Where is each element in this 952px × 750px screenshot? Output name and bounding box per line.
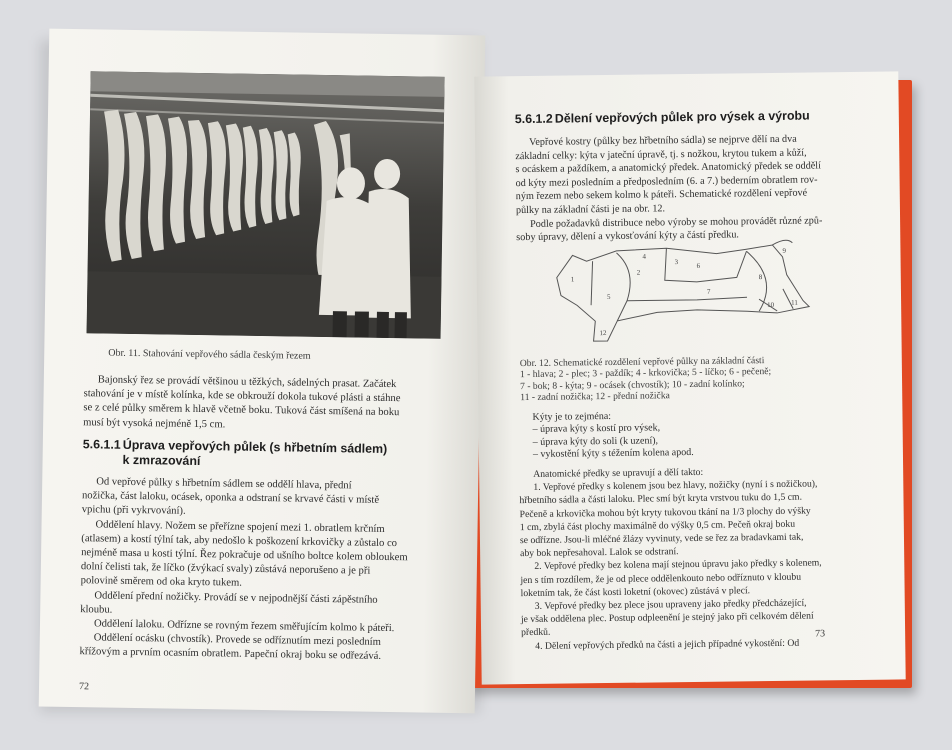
diagram-label: 4 xyxy=(642,252,647,261)
caption-line: 11 - zadní nožička; 12 - přední nožička xyxy=(520,390,670,404)
left-body-paragraph xyxy=(79,475,442,665)
left-page xyxy=(39,29,486,714)
right-body-paragraph xyxy=(519,464,873,653)
text-line: loketním tak, že část kosti loketní (okovec) zůstává v plecí. xyxy=(520,585,751,599)
text-line: s ocáskem a paždíkem, a anatomický předek. Anatomický předek se oddělí xyxy=(515,160,822,176)
list-item: – úprava kýty s kostí pro výsek, xyxy=(532,422,661,436)
text-line: základní celky: kýta v jateční úpravě, tj. s nožkou, krytou tukem a kůží, xyxy=(515,147,807,162)
text-line: Pečeně a krkovička mohou být kryty tukovou tkání na 1/3 plochy do výšky xyxy=(519,505,811,520)
text-line: se z celé půlky směrem k hlavě včetně boku. Tuková část smíšená na boku xyxy=(83,402,400,419)
list-item: – úprava kýty do soli (k uzení), xyxy=(532,435,659,448)
text-line: polovině směrem od oka kryto tukem. xyxy=(80,575,242,590)
right-page xyxy=(474,71,905,684)
pig-outline-icon xyxy=(546,238,817,351)
page-number-left: 72 xyxy=(78,681,90,693)
text-line: jen s tím rozdílem, že je od plece oddělenkouto nebo odříznuto v kloubu xyxy=(520,571,802,586)
text-line: Od vepřové půlky s hřbetním sádlem se oddělí hlava, přední xyxy=(96,476,352,492)
diagram-label: 6 xyxy=(696,261,701,270)
heading-title: Dělení vepřových půlek pro výsek a výrobu xyxy=(554,108,810,126)
text-line: půlky na základní části je na obr. 12. xyxy=(515,203,666,217)
text-line: ným řezem nebo sekem kolmo k páteři. Schematické rozdělení vepřové xyxy=(515,187,808,203)
photo-caption: Obr. 11. Stahování vepřového sádla českým řezem xyxy=(108,347,311,362)
text-line: se odřízne. Jsou-li mléčné žlázy vyvinuty, vede se řez za bradavkami tak, xyxy=(519,531,804,547)
text-line: předků. xyxy=(521,627,551,639)
text-line: kloubu. xyxy=(80,604,113,616)
text-line: je však oddělena plec. Postup odpleenění je stejný jako při celkovém dělení xyxy=(520,610,814,626)
text-line: 2. Vepřové předky bez kolena mají stejnou úpravu jako předky s kolenem, xyxy=(534,557,822,573)
page-number-right: 73 xyxy=(815,628,826,640)
text-line: soby úpravy, dělení a vykosťování kýty a částí předku. xyxy=(516,229,739,244)
caption-line: 7 - bok; 8 - kýta; 9 - ocásek (chvostík); 10 - zadní kolínko; xyxy=(520,378,745,392)
right-list xyxy=(518,408,869,462)
text-line: 1. Vepřové předky s kolenem jsou bez hlavy, nožičky (nyní i s nožičkou), xyxy=(533,478,818,494)
text-line: Oddělení přední nožičky. Provádí se v nejpodnější části zápěstního xyxy=(94,590,378,606)
text-line: aby bok nepřesahoval. Lalok se odstraní. xyxy=(520,546,679,560)
text-line: 1 cm, zbylá část plochy maximálně do výšky 0,5 cm. Pečeň okraj boku xyxy=(519,518,796,533)
pig-cuts-diagram xyxy=(546,238,817,351)
diagram-label: 3 xyxy=(674,258,679,267)
text-line: (atlasem) a kostí týlní tak, aby nedošlo k poškození krkovičky a zůstalo co xyxy=(81,532,398,549)
diagram-label: 12 xyxy=(599,329,607,338)
diagram-label: 2 xyxy=(636,268,641,277)
text-line: nejméně masa u kosti týlní. Řez pokračuje od ušního boltce kolem obloukem xyxy=(81,547,408,564)
text-line: 3. Vepřové předky bez plece jsou upraveny jako předky předcházející, xyxy=(534,597,807,612)
right-intro-paragraph xyxy=(515,132,866,245)
text-line: od kýty mezi posledním a předposledním (6. a 7.) bederním obratlem rov- xyxy=(515,174,818,189)
heading-number: 5.6.1.1 xyxy=(82,437,121,452)
carcass-photo xyxy=(87,71,445,339)
text-line: vpichu (při vykrvování). xyxy=(81,504,186,518)
diagram-label: 10 xyxy=(767,300,775,310)
text-line: stahování je v místě kolínka, kde se obkrouží dokola tukové plásti a stáhne xyxy=(83,388,401,405)
caption-line: Obr. 12. Schematické rozdělení vepřové půlky na základní části xyxy=(519,355,765,370)
diagram-label: 9 xyxy=(782,246,787,255)
section-heading-5-6-1-1 xyxy=(82,437,442,473)
heading-title-cont: k zmrazování xyxy=(122,452,201,469)
text-line: musí být vysoká nejméně 1,5 cm. xyxy=(83,416,226,431)
heading-title: Úprava vepřových půlek (s hřbetním sádlem) xyxy=(122,437,388,456)
heading-number: 5.6.1.2 xyxy=(514,111,553,127)
text-line: Podle požadavků distribuce nebo výroby se mohou provádět různé způ- xyxy=(530,214,823,230)
diagram-label: 8 xyxy=(758,273,763,282)
left-intro-paragraph xyxy=(83,373,444,435)
diagram-label: 1 xyxy=(570,275,575,284)
text-line: 4. Dělení vepřových předků na části a jejich případné vykostění: Od xyxy=(535,637,800,652)
diagram-label: 7 xyxy=(706,287,711,296)
caption-line: 1 - hlava; 2 - plec; 3 - paždík; 4 - krkovička; 5 - líčko; 6 - pečeně; xyxy=(519,366,772,381)
text-line: Anatomické předky se upravují a dělí takto: xyxy=(533,466,704,480)
text-line: Oddělení hlavy. Nožem se přeřízne spojení mezi 1. obratlem krčním xyxy=(95,519,385,535)
text-line: křížovým a prvním ocasním obratlem. Papeční okraj boku se odřezává. xyxy=(79,646,382,663)
list-item: – vykostění kýty s téžením kolena apod. xyxy=(532,447,694,461)
text-line: nožička, část laloku, ocásek, oponka a odstraní se krvavé části v místě xyxy=(81,490,380,507)
diagram-label: 11 xyxy=(791,298,798,307)
diagram-caption xyxy=(520,354,871,404)
text-line: Bajonský řez se provádí většinou u těžkých, sádelných prasat. Začátek xyxy=(97,374,397,391)
text-line: Oddělení laloku. Odřízne se rovným řezem směřujícím kolmo k páteři. xyxy=(93,618,395,635)
text-line: Vepřové kostry (půlky bez hřbetního sádla) se nejprve dělí na dva xyxy=(529,133,797,148)
section-heading-5-6-1-2 xyxy=(515,108,875,127)
text-line: hřbetního sádla a části laloku. Plec smí být kryta vrstvou tuku do 1,5 cm. xyxy=(519,492,803,507)
text-line: dolní čelisti tak, že líčko (žvýkací svaly) zůstává neporušeno a je při xyxy=(80,561,371,577)
diagram-label: 5 xyxy=(606,292,611,302)
text-line: Kýty je to zejména: xyxy=(532,410,612,423)
carcass-photo-illustration xyxy=(87,71,445,339)
text-line: Oddělení ocásku (chvostík). Provede se odříznutím mezi posledním xyxy=(93,632,381,649)
